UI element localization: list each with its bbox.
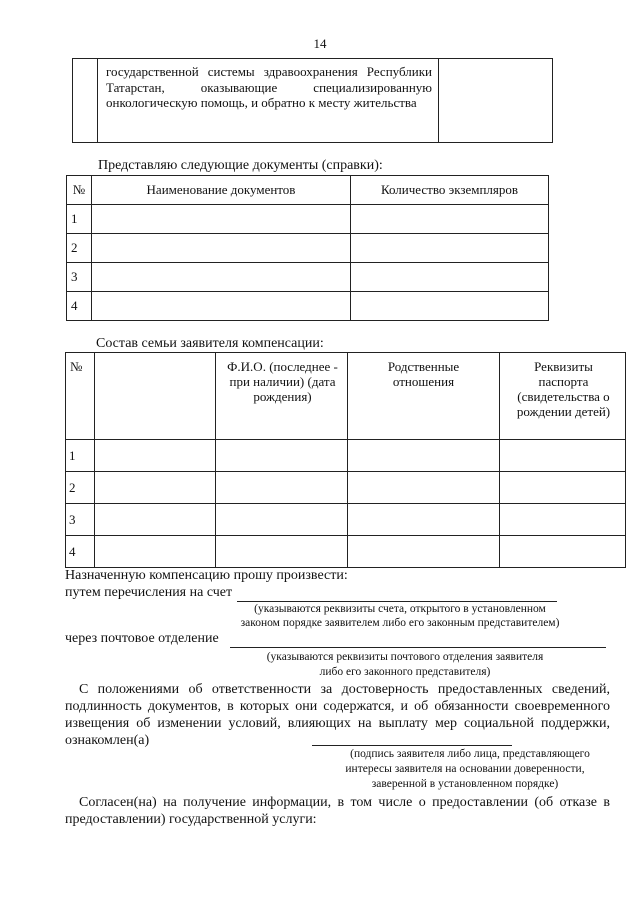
sign-hint-2: интересы заявителя на основании доверенности, (345, 763, 585, 775)
family-header-num: № (66, 353, 95, 440)
sign-hint-1: (подпись заявителя либо лица, представляющего (350, 748, 590, 760)
family-header-passport: Реквизиты паспорта (свидетельства о рождении детей) (500, 353, 626, 440)
responsibility-text: С положениями об ответственности за достоверность предоставленных сведений, подлинность документов, в которых они содержатся, и об обязанности своевременного извещения об изменении условий, влияющих на выплату мер социальной поддержки, ознакомлен(а) (65, 682, 610, 748)
page-number: 14 (313, 36, 327, 51)
family-header-relation: Родственные отношения (348, 353, 500, 440)
post-label: через почтовое отделение (65, 631, 219, 646)
table-row: 4 (67, 292, 549, 321)
account-label: путем перечисления на счет (65, 585, 233, 600)
family-table (65, 352, 626, 568)
continuation-cell (98, 59, 439, 143)
docs-header-num: № (67, 176, 92, 205)
table-row: 2 (67, 234, 549, 263)
table-row: 1 (67, 205, 549, 234)
continuation-table (72, 58, 553, 143)
docs-header-name: Наименование документов (92, 176, 351, 205)
table-row: 3 (66, 504, 626, 536)
post-hint-2: либо его законного представителя) (319, 666, 491, 678)
consent-text: Согласен(на) на получение информации, в том числе о предоставлении (об отказе в предоставлении) государственной услуги: (65, 795, 610, 827)
table-row: 4 (66, 536, 626, 568)
docs-header-count: Количество экземпляров (351, 176, 549, 205)
continuation-text: государственной системы здравоохранения Республики Татарстан, оказывающие специализированную онкологическую помощь, и обратно к месту жительства (106, 64, 432, 110)
table-row: 2 (66, 472, 626, 504)
docs-intro: Представляю следующие документы (справки): (98, 158, 383, 173)
account-hint-1: (указываются реквизиты счета, открытого в установленном (254, 603, 546, 615)
post-line[interactable] (230, 647, 606, 648)
post-hint-1: (указываются реквизиты почтового отделения заявителя (266, 651, 544, 663)
compensation-intro: Назначенную компенсацию прошу произвести: (65, 568, 348, 583)
table-row: 3 (67, 263, 549, 292)
family-intro: Состав семьи заявителя компенсации: (96, 336, 324, 351)
table-row: 1 (66, 440, 626, 472)
sign-hint-3: заверенной в установленном порядке) (371, 778, 559, 790)
signature-line[interactable] (312, 745, 512, 746)
account-hint-2: законом порядке заявителем либо его законным представителем) (240, 617, 560, 629)
documents-table (66, 175, 549, 321)
family-header-fio: Ф.И.О. (последнее - при наличии) (дата рождения) (216, 353, 348, 440)
